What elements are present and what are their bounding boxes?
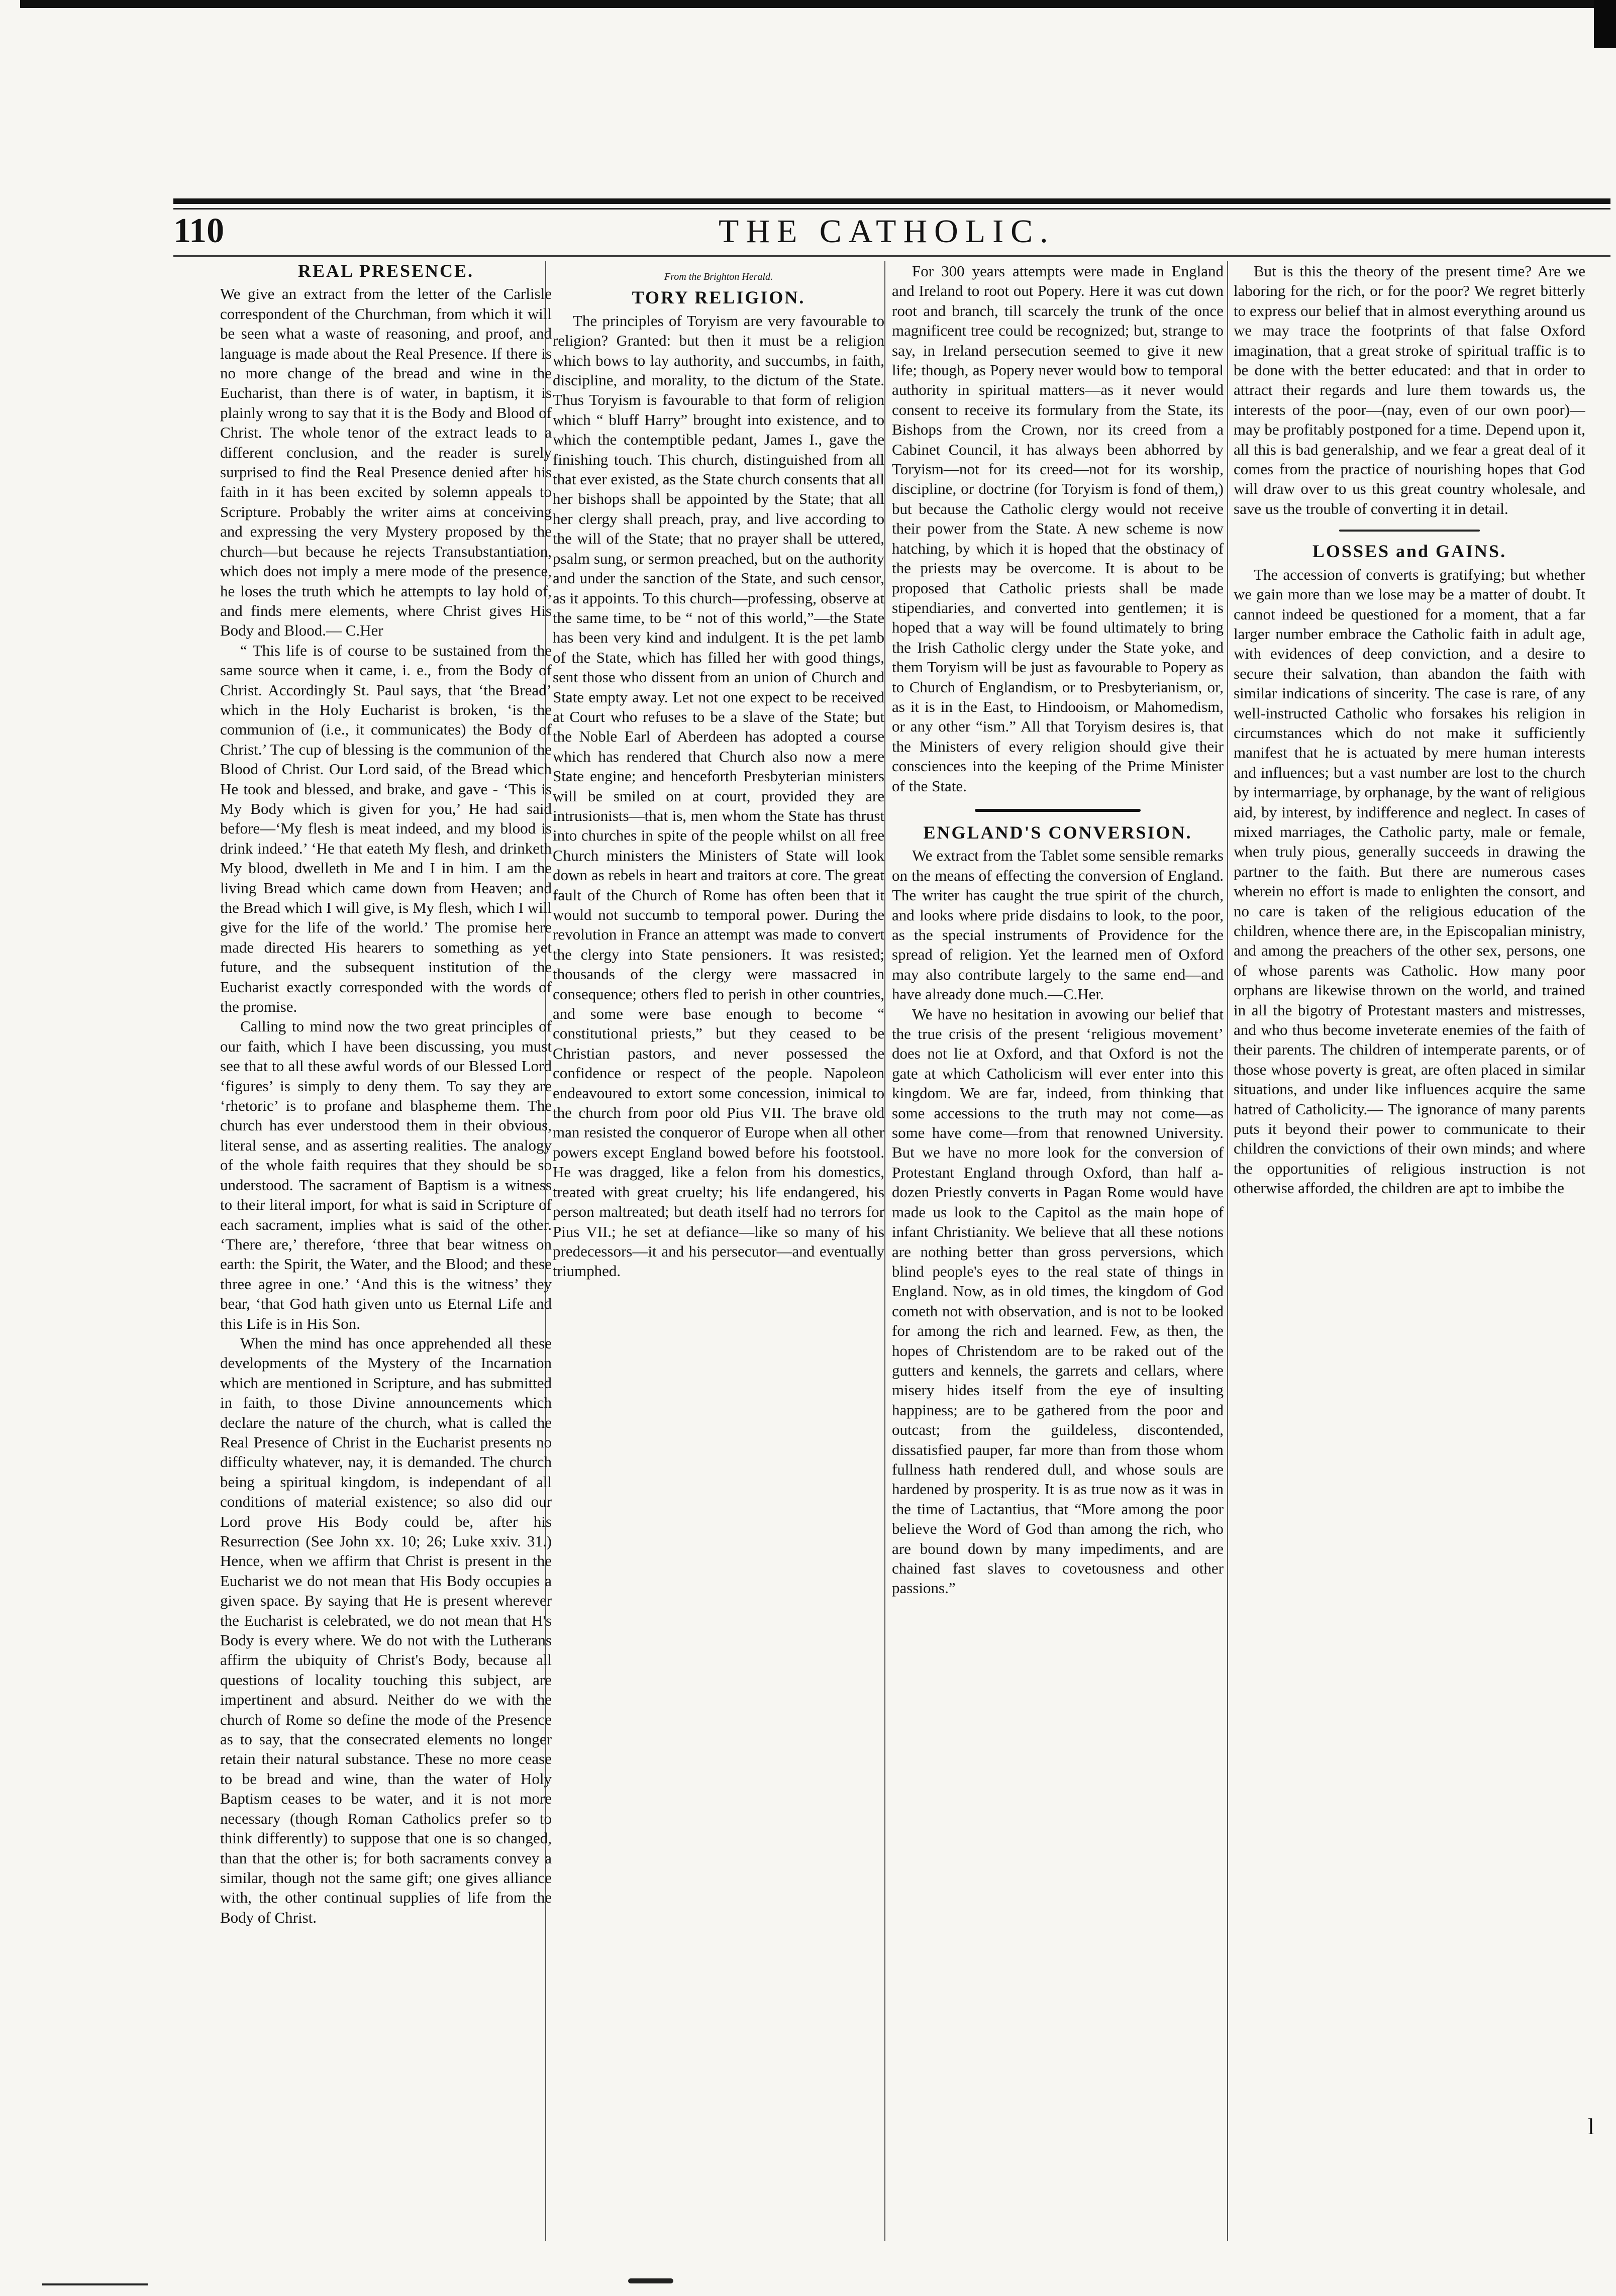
margin-mark: l — [1588, 2114, 1594, 2139]
section-ornament-rule — [975, 809, 1141, 812]
article-paragraph: Calling to mind now the two great principles of our faith, which I have been discussing, you must see that to all these awful words of our Blessed Lord ‘figures’ is simply to deny them. To say they are ‘rhetoric’ is to profane and blaspheme them. The church has ever understood them in their obvious, literal sense, and as asserting realities. The analogy of the whole faith requires that they should be so understood. The sacrament of Baptism is a witness to their literal import, for what is said in Scripture of each sacrament, implies what is said of the other. ‘There are,’ therefore, ‘three that bear witness on earth: the Spirit, the Water, and the Blood; and these three agree in one.’ ‘And this is the witness’ they bear, ‘that God hath given unto us Eternal Life and this Life is in His Son. — [220, 1017, 552, 1332]
article-paragraph: “ This life is of course to be sustained from the same source when it came, i. e., from the Body of Christ. Accordingly St. Paul says, that ‘the Bread’ which in the Holy Eucharist is broken, ‘is the communion of (i.e., it communicates) the Body of Christ.’ The cup of blessing is the communion of the Blood of Christ. Our Lord said, of the Bread which He took and blessed, and brake, and gave - ‘This is My Body which is given for you,’ He had said before—‘My flesh is meat indeed, and my blood is drink indeed.’ ‘He that eateth My flesh, and drinketh My blood, dwelleth in Me and I in him. I am the living Bread which came down from Heaven; and the Bread which I will give, is My flesh, which I will give for the life of the world.’ The promise here made directed His hearers to something as yet future, and the subsequent institution of the Eucharist exactly corresponded with the words of the promise. — [220, 641, 552, 1016]
top-right-edge-mark — [1594, 0, 1616, 48]
article-paragraph: But is this the theory of the present time? Are we laboring for the rich, or for the poor? We regret bitterly to express our belief that in almost everything around us we may trace the footprints of that false Oxford imagination, that a great stroke of spiritual traffic is to be done with the better educated: and that in order to attract their regards and lure them towards us, the interests of the poor—(nay, even of our own poor)—may be profitably postponed for a time. Depend upon it, all this is bad generalship, and we fear a great deal of it comes from the practice of nourishing hopes that God will draw over to us this great country wholesale, and save us the trouble of converting it in detail. — [1234, 262, 1585, 517]
page-number: 110 — [173, 212, 225, 250]
article-paragraph: We have no hesitation in avowing our belief that the true crisis of the present ‘religious movement’ does not lie at Oxford, and that Oxford is not the gate at which Catholicism will ever enter into this kingdom. We are far, indeed, from thinking that some accessions to the truth may not come—as some have come—from that renowned University. But we have no more look for the conversion of Protestant England through Oxford, than half a-dozen Priestly converts in Pagan Rome would have made us look to the Capitol as the main hope of infant Christianity. We believe that all these notions are nothing better than gross perversions, which blind people's eyes to the real state of things in England. Now, as in old times, the kingdom of God cometh not with observation, and is not to be looked for among the rich and learned. Few, as then, the hopes of Christendom are to be raked out of the gutters and kennels, the garrets and cellars, where misery hides itself from the eye of insulting happiness; are to be gathered from the poor and outcast; from the guildeless, discontended, dissatisfied pauper, far more than from those whom fullness hath rendered dull, and whose souls are hardened by prosperity. It is as true now as it was in the time of Lactantius, that “More among the poor believe the Word of God than among the rich, who are bound down by many impediments, and are chained fast slaves to covetousness and other passions.” — [892, 1005, 1224, 1597]
article-paragraph: The principles of Toryism are very favourable to religion? Granted: but then it must be a religion which bows to lay authority, and succumbs, in faith, discipline, and morality, to the dictum of the State. Thus Toryism is favourable to that form of religion which “ bluff Harry” brought into existence, and to which the contemptible pedant, James I., gave the finishing touch. This church, distinguished from all that ever existed, as the State church consents that all her bishops shall be appointed by the State; that all her clergy shall preach, pray, and live according to the will of the State; that no prayer shall be uttered, psalm sung, or sermon preached, but on the authority and under the sanction of the State, and such censor, as it appoints. To this church—professing, observe at the same time, to be “ not of this world,”—the State has been very kind and indulgent. It is the pet lamb of the State, which has filled her with good things, sent those who dissent from an union of Church and State empty away. Let not one expect to be received at Court who refuses to be a slave of the State; but the Noble Earl of Aberdeen has adopted a course which has rendered that Church also now a mere State engine; and henceforth Presbyterian ministers will be smiled on at court, provided they are intrusionists—that is, men whom the State has thrust into churches in spite of the people whilst on all free Church ministers the Ministers of State will look down as rebels in heart and traitors at core. The great fault of the Church of Rome has often been that it would not succumb to temporal power. During the revolution in France an attempt was made to convert the clergy into State pensioners. It was resisted; thousands of the clergy were massacred in consequence; others fled to perish in other countries, and some were base enough to become “ constitutional priests,” but they ceased to be Christian pastors, and never possessed the confidence or respect of the people. Napoleon endeavoured to extort some concession, inimical to the church from poor old Pius VII. The brave old man resisted the conqueror of Europe when all other powers except England bowed before his footstool. He was dragged, like a felon from his domestics, treated with great cruelty; his life endangered, his person maltreated; but death itself had no terrors for Pius VII.; he set at defiance—like so many of his predecessors—it and his persecutor—and eventually triumphed. — [553, 311, 884, 1280]
masthead-rule-thick — [173, 198, 1610, 204]
column-divider — [1227, 261, 1228, 2241]
article-heading-englands-conversion: ENGLAND'S CONVERSION. — [923, 822, 1192, 843]
column-2 — [553, 261, 884, 2241]
article-paragraph: When the mind has once apprehended all these developments of the Mystery of the Incarnation which are mentioned in Scripture, and has submitted in faith, to those Divine announcements which declare the nature of the church, what is called the Real Presence of Christ in the Eucharist presents no difficulty whatever, nay, it is demanded. The church being a spiritual kingdom, is independant of all conditions of material existence; so also did our Lord prove His Body could be, after his Resurrection (See John xx. 10; 26; Luke xxiv. 31.) Hence, when we affirm that Christ is present in the Eucharist we do not mean that His Body occupies a given space. By saying that He is present wherever the Eucharist is celebrated, we do not mean that H's Body is every where. We do not with the Lutherans affirm the ubiquity of Christ's Body, because all questions of locality touching this subject, are impertinent and absurd. Neither do we with the church of Rome so define the mode of the Presence as to say, that the consecrated elements no longer retain their natural substance. These no more cease to be bread and wine, than the water of Holy Baptism ceases to be water, and it is not more necessary (though Roman Catholics prefer so to think differently) to suppose that one is so changed, than that the other is; for both sacraments convey a similar, though not the same gift; one gives alliance with, the other continual supplies of life from the Body of Christ. — [220, 1334, 552, 1926]
bottom-left-rule — [42, 2283, 148, 2285]
masthead-underline — [173, 255, 1610, 257]
article-heading-tory-religion: TORY RELIGION. — [632, 287, 805, 308]
article-paragraph: We extract from the Tablet some sensible remarks on the means of effecting the conversion of England. The writer has caught the true spirit of the church, and looks where pride disdains to look, to the poor, as the special instruments of Providence for the spread of religion. Yet the learned men of Oxford may also contribute largely to the same end—and have already done much.—C.Her. — [892, 847, 1224, 1003]
bottom-ornament — [628, 2278, 673, 2283]
column-4 — [1234, 261, 1585, 2241]
article-source-credit: From the Brighton Herald. — [664, 271, 773, 282]
masthead-title: THE CATHOLIC. — [719, 213, 1055, 250]
column-1 — [220, 261, 552, 2241]
article-paragraph: For 300 years attempts were made in England and Ireland to root out Popery. Here it was cut down root and branch, till scarcely the trunk of the once magnificent tree could be recognized; but, strange to say, in Ireland persecution seemed to give it new life; though, as Popery never would bow to temporal authority in spiritual matters—as it never would consent to receive its formulary from the State, its Bishops from the Crown, nor its creed from a Cabinet Council, it has always been abhorred by Toryism—not for its creed—not for its worship, discipline, or doctrine (for Toryism is fond of them,) but because the Catholic clergy would not receive their power from the State. A new scheme is now hatching, by which it is hoped that the obstinacy of the priests may be overcome. It is about to be proposed that Catholic priests shall be made stipendiaries, and converted into gentlemen; it is hoped that a way will be found ultimately to bring the Irish Catholic clergy under the State yoke, and them Toryism will be just as favourable to Popery as to Church of Englandism, or to Presbyterianism, or, as it is in the East, to Hindooism, or Mahomedism, or any other “ism.” All that Toryism desires is, that the Ministers of every religion should give their consciences into the keeping of the Prime Minister of the State. — [892, 262, 1224, 795]
section-ornament-rule — [1339, 530, 1480, 532]
article-heading-real-presence: REAL PRESENCE. — [297, 261, 474, 281]
article-paragraph: We give an extract from the letter of the Carlisle correspondent of the Churchman, from which it will be seen what a waste of reasoning, and proof, and language is made about the Real Presence. If there is no more change of the bread and wine in the Eucharist, than there is of water, in baptism, it is plainly wrong to say that it is the Body and Blood of Christ. The whole tenor of the extract leads to a different conclusion, and the reader is surely surprised to find the Real Presence denied after his faith in it has been excited by solemn appeals to Scripture. Probably the writer aims at conceiving and expressing the very Mystery proposed by the church—but because he rejects Transubstantiation, which does not imply a mere mode of the presence, he loses the truth which he attempts to lay hold of, and finds mere elements, where Christ gives His Body and Blood.— C.Her — [220, 285, 552, 640]
masthead-rule-thin — [173, 208, 1610, 210]
column-divider — [884, 261, 885, 2241]
column-3 — [892, 261, 1224, 2241]
top-border-rule — [20, 0, 1603, 8]
article-paragraph: The accession of converts is gratifying; but whether we gain more than we lose may be a matter of doubt. It cannot indeed be questioned for a moment, that a far larger number embrace the Catholic faith in adult age, with evidences of deep conviction, and a desire to secure their salvation, than abandon the faith with similar indications of sincerity. The case is rare, of any well-instructed Catholic who forsakes his religion in circumstances which do not make it sufficiently manifest that he is actuated by mere human interests and influences; but a vast number are lost to the church by intermarriage, by orphanage, by the want of religious aid, by interest, by indifference and neglect. In cases of mixed marriages, the Catholic party, male or female, when truly pious, generally succeeds in drawing the partner to the faith. But there are numerous cases wherein no effort is made to enlighten the consort, and no care is taken of the religious education of the children, whence there are, in the Episcopalian ministry, and among the preachers of the other sex, persons, one of whose parents was Catholic. How many poor orphans are likewise thrown on the world, and trained in all the bigotry of Protestant masters and mistresses, and who thus become inveterate enemies of the faith of their parents. The children of intemperate parents, or of those whose poverty is great, are often placed in similar situations, and under like influences acquire the same hatred of Catholicity.— The ignorance of many parents puts it beyond their power to communicate to their children the convictions of their own minds; and where the opportunities of religious instruction is not otherwise afforded, the children are apt to imbibe the — [1234, 565, 1585, 1197]
article-heading-losses-and-gains: LOSSES and GAINS. — [1312, 541, 1507, 562]
